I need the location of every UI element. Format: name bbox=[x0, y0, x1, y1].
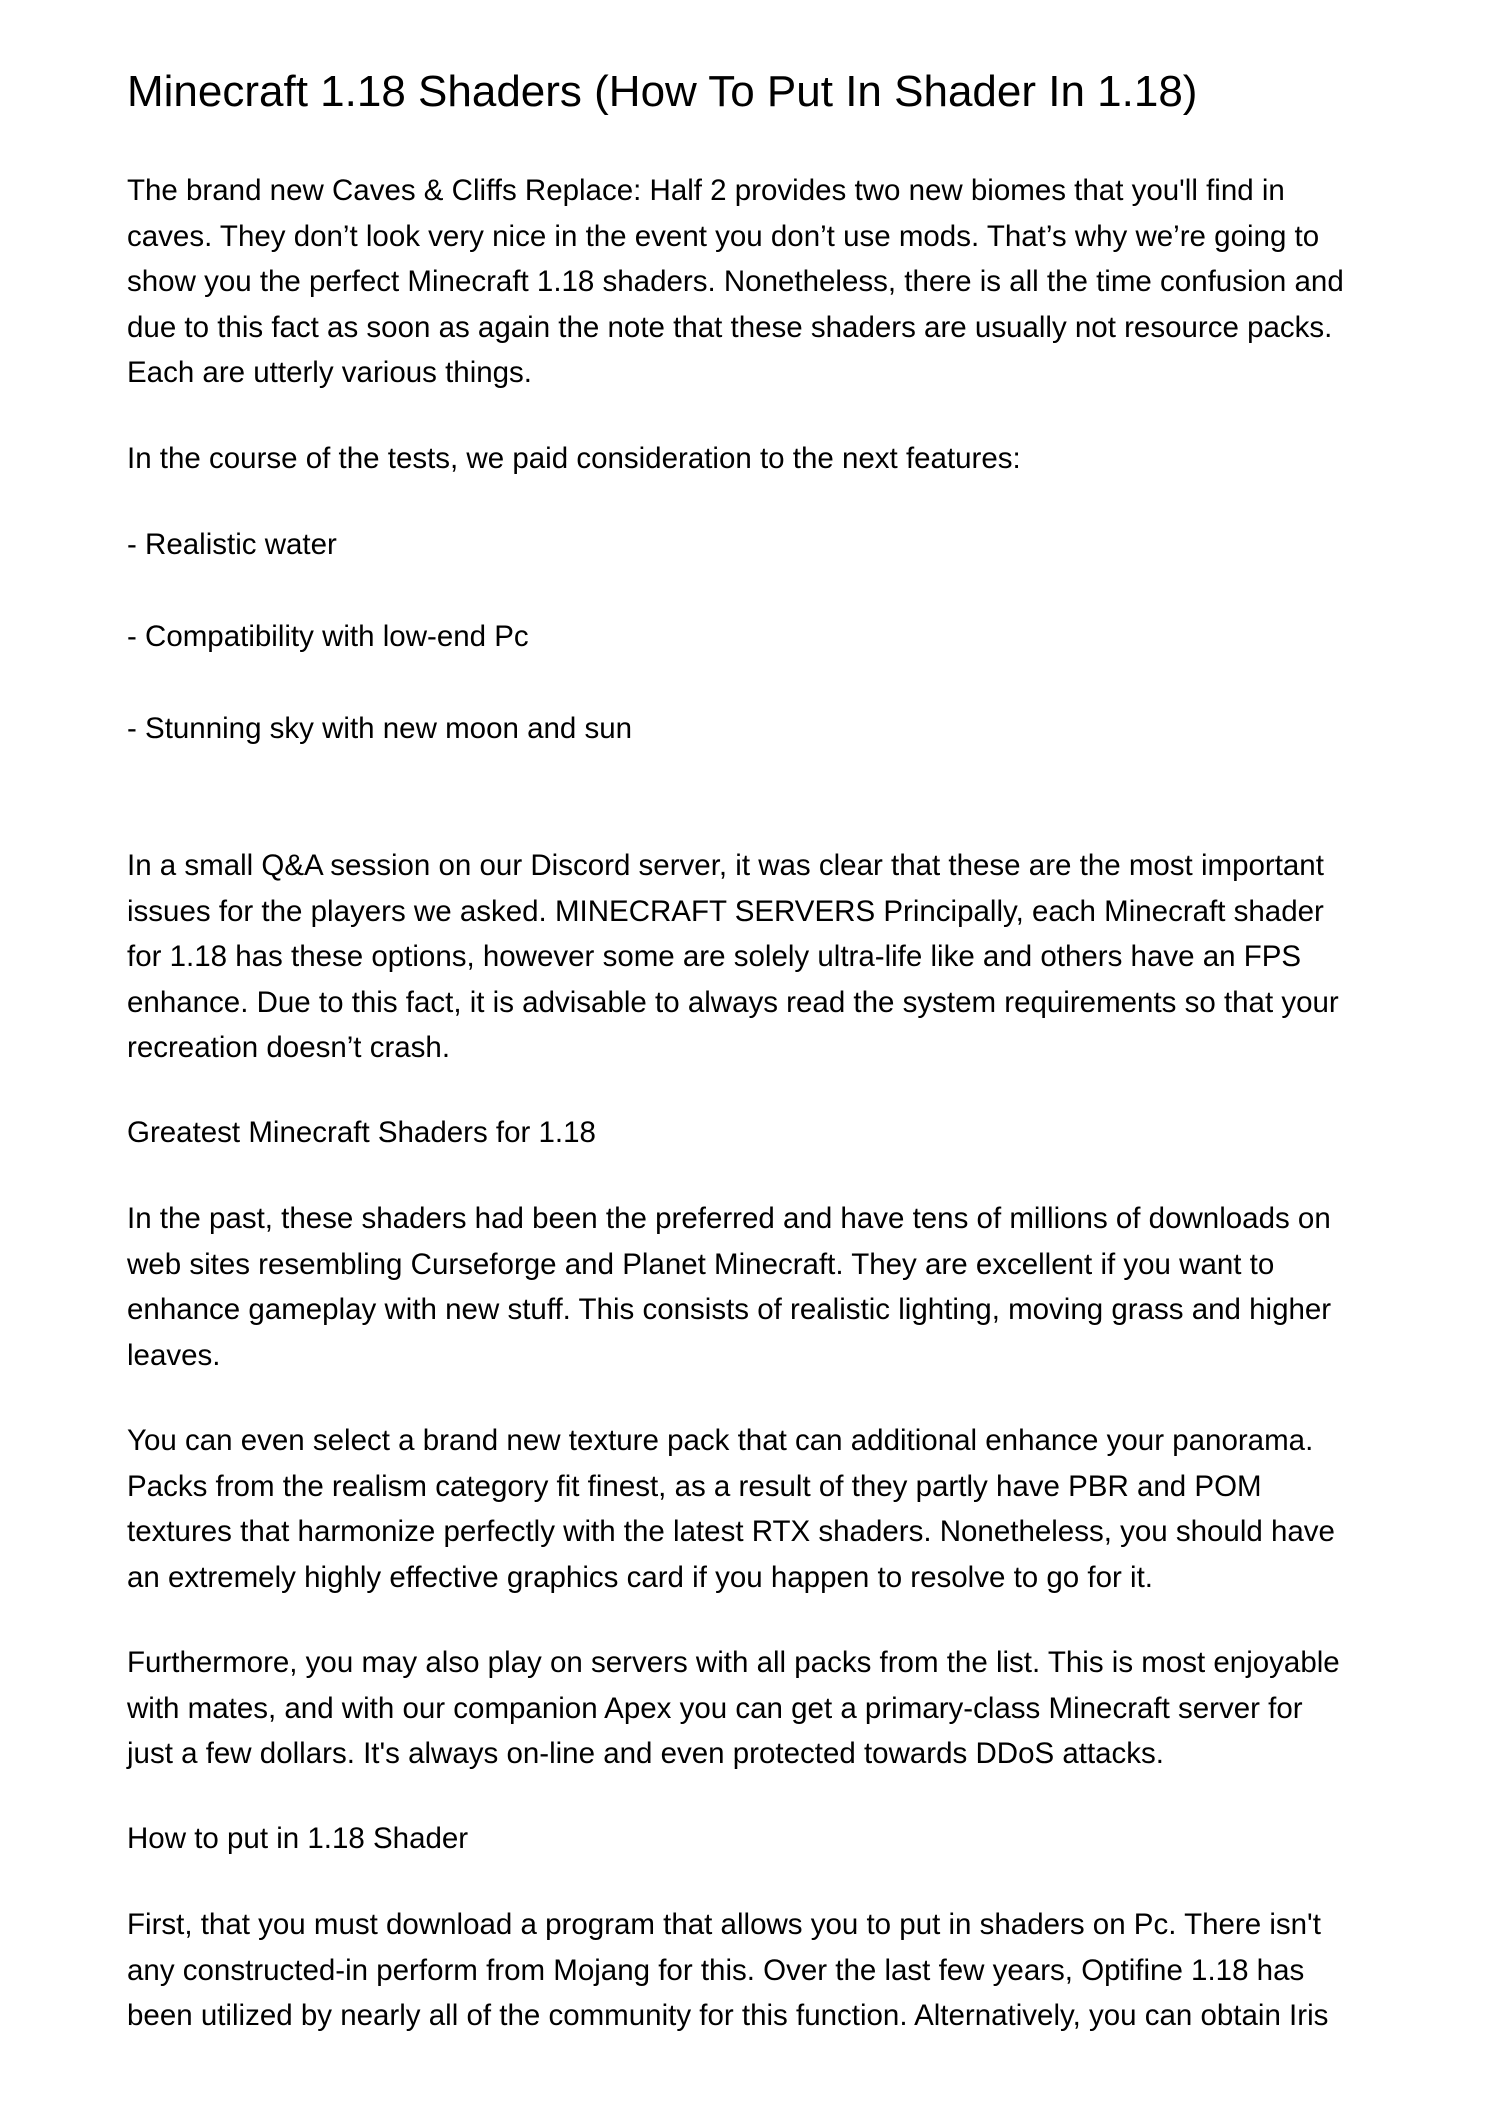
text-line: textures that harmonize perfectly with the latest RTX shaders. Nonetheless, you should have bbox=[127, 1515, 1335, 1549]
text-line: show you the perfect Minecraft 1.18 shaders. Nonetheless, there is all the time confusion and bbox=[127, 265, 1344, 299]
text-line: In a small Q&A session on our Discord server, it was clear that these are the most important bbox=[127, 849, 1324, 882]
text-line: In the past, these shaders had been the preferred and have tens of millions of downloads on bbox=[127, 1202, 1331, 1235]
text-line: for 1.18 has these options, however some are solely ultra-life like and others have an FPS bbox=[127, 940, 1302, 974]
document-title: Minecraft 1.18 Shaders (How To Put In Shader In 1.18) bbox=[127, 67, 1198, 116]
text-line: caves. They don’t look very nice in the event you don’t use mods. That’s why we’re going to bbox=[127, 219, 1320, 253]
text-line: - Realistic water bbox=[127, 528, 337, 561]
text-line: - Compatibility with low-end Pc bbox=[127, 620, 529, 653]
paragraph-texture-pack bbox=[127, 1418, 1389, 1600]
paragraph-install-steps bbox=[127, 1902, 1389, 2039]
paragraph-past-shaders bbox=[127, 1196, 1389, 1378]
text-line: due to this fact as soon as again the note that these shaders are usually not resource packs. bbox=[127, 310, 1333, 344]
text-line: issues for the players we asked. MINECRAFT SERVERS Principally, each Minecraft shader bbox=[127, 894, 1324, 928]
heading-how-to-install bbox=[127, 1816, 1389, 1862]
text-line: In the course of the tests, we paid consideration to the next features: bbox=[127, 442, 1021, 475]
text-line: with mates, and with our companion Apex you can get a primary-class Minecraft server for bbox=[127, 1691, 1303, 1725]
text-line: any constructed-in perform from Mojang for this. Over the last few years, Optifine 1.18 has bbox=[127, 1953, 1305, 1987]
heading-greatest-shaders bbox=[127, 1110, 1389, 1156]
text-line: You can even select a brand new texture pack that can additional enhance your panorama. bbox=[127, 1424, 1314, 1457]
text-line: leaves. bbox=[127, 1338, 221, 1372]
text-line: Furthermore, you may also play on servers with all packs from the list. This is most enjoyable bbox=[127, 1646, 1340, 1679]
text-line: web sites resembling Curseforge and Planet Minecraft. They are excellent if you want to bbox=[127, 1247, 1275, 1281]
text-line: recreation doesn’t crash. bbox=[127, 1031, 451, 1065]
text-line: enhance. Due to this fact, it is advisable to always read the system requirements so that your bbox=[127, 985, 1339, 1019]
text-line: Packs from the realism category fit finest, as a result of they partly have PBR and POM bbox=[127, 1469, 1262, 1503]
text-line: The brand new Caves & Cliffs Replace: Half 2 provides two new biomes that you'll find in bbox=[127, 174, 1285, 207]
text-line: an extremely highly effective graphics card if you happen to resolve to go for it. bbox=[127, 1560, 1153, 1594]
paragraph-servers bbox=[127, 1640, 1389, 1777]
text-line: How to put in 1.18 Shader bbox=[127, 1822, 469, 1855]
paragraph-qa-session bbox=[127, 843, 1389, 1071]
text-line: Greatest Minecraft Shaders for 1.18 bbox=[127, 1116, 596, 1149]
paragraph-intro bbox=[127, 168, 1389, 396]
paragraph-tests-intro bbox=[127, 436, 1389, 482]
list-item-compatibility bbox=[127, 614, 1389, 660]
text-line: just a few dollars. It's always on-line and even protected towards DDoS attacks. bbox=[127, 1737, 1164, 1771]
text-line: been utilized by nearly all of the community for this function. Alternatively, you can obtain Iris bbox=[127, 1999, 1329, 2033]
text-line: First, that you must download a program that allows you to put in shaders on Pc. There isn't bbox=[127, 1908, 1321, 1941]
text-line: - Stunning sky with new moon and sun bbox=[127, 712, 633, 745]
list-item-stunning-sky bbox=[127, 706, 1389, 752]
list-item-realistic-water bbox=[127, 522, 1389, 568]
text-line: enhance gameplay with new stuff. This consists of realistic lighting, moving grass and higher bbox=[127, 1293, 1332, 1327]
text-line: Each are utterly various things. bbox=[127, 356, 533, 390]
